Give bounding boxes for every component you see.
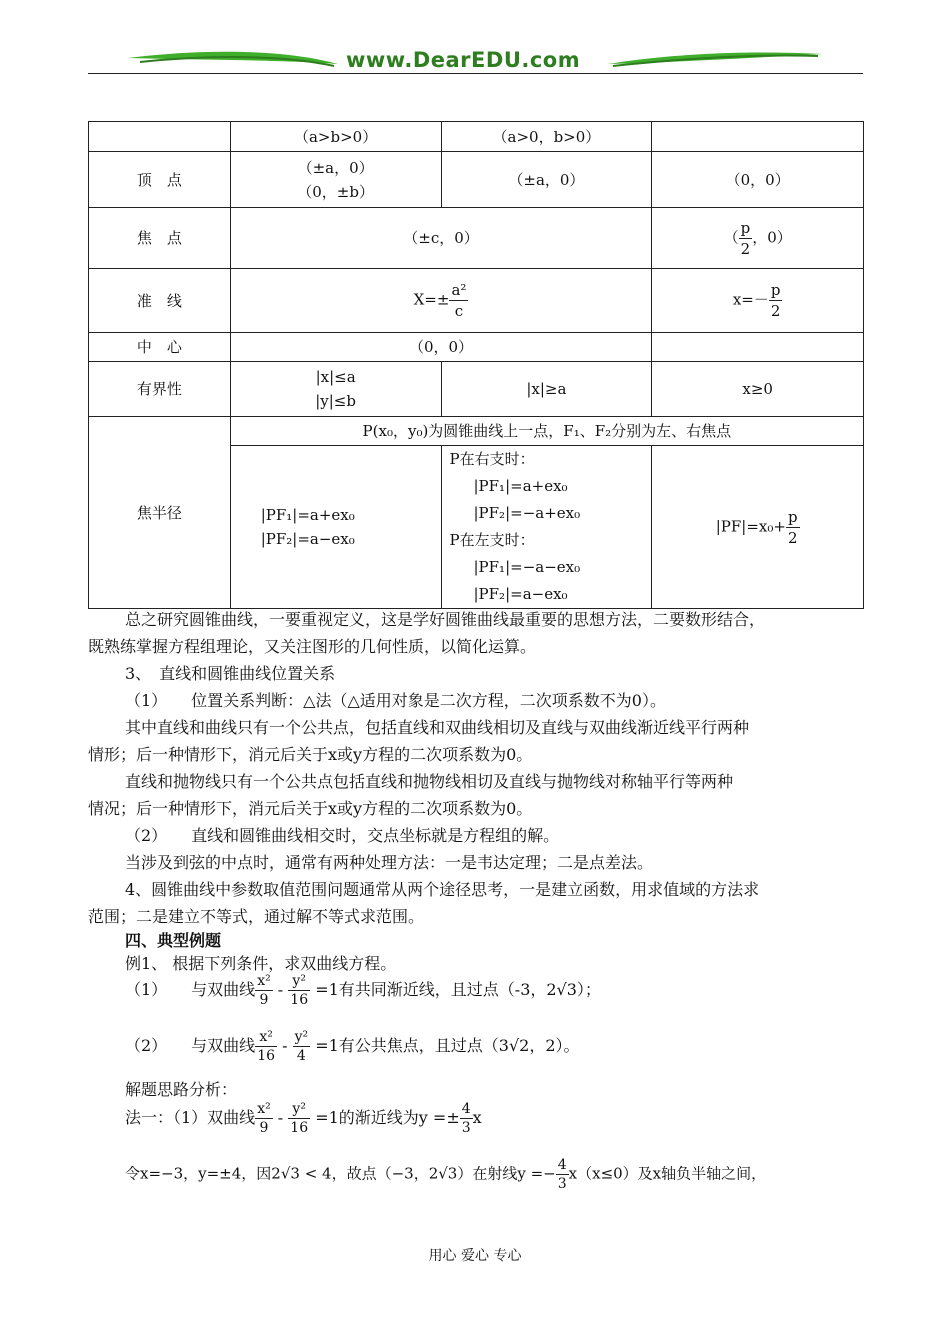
paragraph: 既熟练掌握方程组理论，又关注图形的几何性质，以简化运算。 bbox=[88, 637, 537, 656]
text-span: =1有公共焦点，且过点（3√2，2）。 bbox=[310, 1036, 580, 1055]
table-cell: x≥0 bbox=[652, 362, 864, 417]
text-span: =1的渐近线为y =± bbox=[310, 1108, 460, 1127]
denominator: 16 bbox=[290, 992, 309, 1008]
text-span: （ bbox=[723, 228, 739, 246]
cell-line: |PF₂|=−a+ex₀ bbox=[473, 504, 581, 522]
cell-line: |PF₂|=a−ex₀ bbox=[473, 585, 568, 603]
text-span: （1） 与双曲线 bbox=[125, 980, 256, 999]
text-span: ，0） bbox=[752, 228, 792, 246]
numerator: x² bbox=[255, 1028, 277, 1047]
equation-line bbox=[88, 1100, 482, 1137]
table-cell bbox=[652, 446, 864, 609]
table-row-vertex bbox=[89, 152, 864, 208]
denominator: 4 bbox=[296, 1048, 306, 1064]
numerator: x² bbox=[257, 1101, 271, 1117]
table-cell bbox=[230, 446, 441, 609]
analysis-label: 解题思路分析： bbox=[125, 1080, 238, 1099]
fraction bbox=[449, 280, 468, 321]
cell-line: （±a，0） bbox=[297, 158, 374, 177]
fraction bbox=[293, 1028, 311, 1065]
numerator: p bbox=[770, 281, 781, 299]
table-cell bbox=[230, 152, 441, 208]
table-cell bbox=[230, 362, 441, 417]
table-cell bbox=[89, 122, 231, 152]
denominator: 16 bbox=[257, 1048, 276, 1064]
equation-line bbox=[88, 1156, 766, 1193]
fraction bbox=[556, 1156, 569, 1193]
numerator: x² bbox=[257, 973, 271, 989]
section-title: 四、典型例题 bbox=[125, 931, 222, 950]
denominator: 2 bbox=[740, 239, 751, 258]
denominator: c bbox=[454, 302, 464, 320]
cell-line: P在右支时： bbox=[449, 450, 535, 468]
numerator: y² bbox=[288, 972, 310, 991]
table-cell: P(x₀，y₀)为圆锥曲线上一点，F₁、F₂分别为左、右焦点 bbox=[230, 417, 863, 446]
fraction bbox=[255, 1100, 273, 1137]
row-label: 焦 点 bbox=[89, 208, 231, 269]
text-span: - bbox=[272, 1108, 289, 1127]
text-span: X=± bbox=[413, 290, 450, 309]
table-cell bbox=[652, 269, 864, 333]
cell-line: |PF₁|=a+ex₀ bbox=[473, 477, 568, 495]
page-header bbox=[88, 40, 863, 80]
numerator: 4 bbox=[557, 1157, 567, 1173]
text-span: x=－ bbox=[732, 290, 769, 309]
row-label: 有界性 bbox=[89, 362, 231, 417]
body-text bbox=[88, 606, 864, 976]
table-row-focus bbox=[89, 208, 864, 269]
fraction bbox=[786, 507, 800, 548]
table-cell bbox=[652, 208, 864, 269]
table-cell bbox=[441, 446, 652, 609]
paragraph: （1） 位置关系判断：△法（△适用对象是二次方程，二次项系数不为0）。 bbox=[125, 691, 666, 710]
denominator: 3 bbox=[461, 1120, 471, 1136]
paragraph: （2） 直线和圆锥曲线相交时，交点坐标就是方程组的解。 bbox=[125, 826, 560, 845]
denominator: 9 bbox=[259, 1120, 269, 1136]
table-cell: （±a，0） bbox=[441, 152, 652, 208]
page-footer: 用心 爱心 专心 bbox=[428, 1248, 522, 1264]
denominator: 2 bbox=[770, 302, 781, 320]
fraction bbox=[769, 280, 783, 321]
paragraph: 总之研究圆锥曲线，一要重视定义，这是学好圆锥曲线最重要的思想方法，二要数形结合， bbox=[125, 610, 766, 629]
table-cell: |x|≥a bbox=[441, 362, 652, 417]
table-cell: （0，0） bbox=[230, 333, 652, 362]
cell-line: P在左支时： bbox=[449, 531, 535, 549]
denominator: 2 bbox=[787, 528, 798, 547]
cell-line: |y|≤b bbox=[315, 392, 356, 410]
table-cell bbox=[652, 333, 864, 362]
text-span: x（x≤0）及x轴负半轴之间， bbox=[568, 1164, 767, 1183]
numerator: a² bbox=[451, 281, 467, 299]
cell-line: （0，±b） bbox=[297, 182, 374, 201]
fraction bbox=[255, 1028, 277, 1065]
cell-line: |PF₂|=a−ex₀ bbox=[260, 530, 355, 548]
paragraph: 范围；二是建立不等式，通过解不等式求范围。 bbox=[88, 907, 425, 926]
cell-line: |PF₁|=a+ex₀ bbox=[260, 506, 355, 524]
fraction bbox=[255, 972, 273, 1009]
fraction bbox=[739, 218, 753, 259]
denominator: 16 bbox=[290, 1120, 309, 1136]
header-divider bbox=[88, 73, 863, 74]
text-span: 法一：（1）双曲线 bbox=[125, 1108, 256, 1127]
paragraph: 直线和抛物线只有一个公共点包括直线和抛物线相切及直线与抛物线对称轴平行等两种 bbox=[125, 772, 734, 791]
paragraph: 例1、 根据下列条件，求双曲线方程。 bbox=[125, 954, 397, 973]
row-label: 焦半径 bbox=[89, 417, 231, 609]
denominator: 3 bbox=[557, 1176, 567, 1192]
text-span: - bbox=[272, 980, 289, 999]
row-label: 中 心 bbox=[89, 333, 231, 362]
denominator: 9 bbox=[259, 992, 269, 1008]
table-cell bbox=[230, 269, 652, 333]
text-span: x bbox=[472, 1108, 482, 1127]
section-heading: 3、 直线和圆锥曲线位置关系 bbox=[125, 664, 336, 683]
paragraph: 当涉及到弦的中点时，通常有两种处理方法：一是韦达定理；二是点差法。 bbox=[125, 853, 654, 872]
fraction bbox=[460, 1100, 473, 1137]
row-label: 准 线 bbox=[89, 269, 231, 333]
text-span: =1有共同渐近线，且过点（-3，2√3）； bbox=[310, 980, 601, 999]
brand-logo-text: www.DearEDU.com bbox=[346, 48, 581, 72]
cell-line: |x|≤a bbox=[315, 368, 356, 386]
cell-line: |PF₁|=−a−ex₀ bbox=[473, 558, 581, 576]
text-span: |PF|=x₀+ bbox=[715, 517, 786, 535]
table-cell: （±c，0） bbox=[230, 208, 652, 269]
table-row-boundedness bbox=[89, 362, 864, 417]
numerator: 4 bbox=[461, 1101, 471, 1117]
table-row-center bbox=[89, 333, 864, 362]
table-cell: （0，0） bbox=[652, 152, 864, 208]
paragraph: 情况；后一种情形下，消元后关于x或y方程的二次项系数为0。 bbox=[88, 799, 533, 818]
table-row-directrix bbox=[89, 269, 864, 333]
fraction bbox=[288, 1100, 310, 1137]
equation-line bbox=[88, 1028, 580, 1065]
row-label: 顶 点 bbox=[89, 152, 231, 208]
paragraph: 情形；后一种情形下，消元后关于x或y方程的二次项系数为0。 bbox=[88, 745, 533, 764]
paragraph: 4、圆锥曲线中参数取值范围问题通常从两个途径思考，一是建立函数，用求值域的方法求 bbox=[125, 880, 760, 899]
table-row bbox=[89, 122, 864, 152]
table-cell bbox=[652, 122, 864, 152]
numerator: y² bbox=[294, 1029, 309, 1045]
text-span: 令x=−3，y=±4，因2√3 < 4，故点（−3，2√3）在射线y =− bbox=[125, 1164, 556, 1183]
numerator: p bbox=[787, 507, 798, 526]
numerator: y² bbox=[288, 1100, 310, 1119]
table-cell: （a>0，b>0） bbox=[441, 122, 652, 152]
numerator: p bbox=[740, 218, 751, 237]
text-span: - bbox=[277, 1036, 293, 1055]
table-cell: （a>b>0） bbox=[230, 122, 441, 152]
fraction bbox=[288, 972, 310, 1009]
table-row-focal-header bbox=[89, 417, 864, 446]
equation-line bbox=[88, 972, 601, 1009]
conic-properties-table bbox=[88, 121, 864, 609]
text-span: （2） 与双曲线 bbox=[125, 1036, 256, 1055]
paragraph: 其中直线和曲线只有一个公共点，包括直线和双曲线相切及直线与双曲线渐近线平行两种 bbox=[125, 718, 750, 737]
